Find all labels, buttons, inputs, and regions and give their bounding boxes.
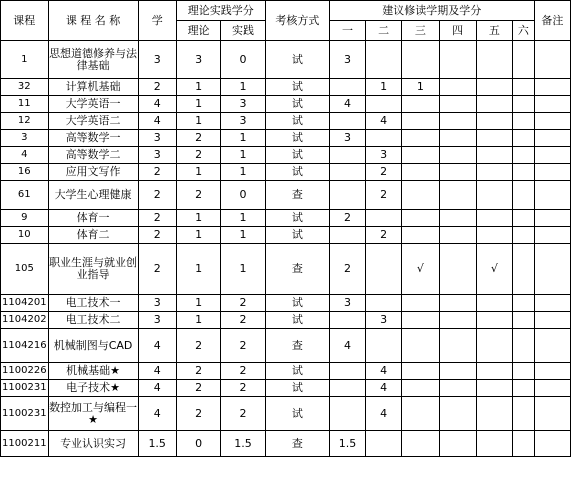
course-name-cell: 电工技术二	[48, 312, 138, 329]
semester-6-cell	[512, 397, 534, 431]
table-row	[1, 363, 571, 380]
table-row	[1, 210, 571, 227]
table-body	[1, 41, 571, 457]
semester-1-cell: 3	[329, 295, 365, 312]
credits-cell: 2	[138, 181, 176, 210]
semester-1-cell: 4	[329, 329, 365, 363]
semester-4-cell	[439, 227, 476, 244]
semester-2-cell: 4	[366, 380, 402, 397]
semester-6-cell	[512, 431, 534, 457]
table-row	[1, 380, 571, 397]
course-code-cell: 1104216	[1, 329, 49, 363]
semester-6-cell	[512, 164, 534, 181]
header-theory-practice-credits: 理论实践学分	[176, 1, 265, 21]
credits-cell: 2	[138, 210, 176, 227]
semester-1-cell	[329, 227, 365, 244]
exam-method-cell: 查	[265, 431, 329, 457]
semester-5-cell	[476, 380, 512, 397]
header-credits: 学	[138, 1, 176, 41]
remark-cell	[534, 79, 570, 96]
theory-credits-cell: 2	[176, 380, 220, 397]
credits-cell: 3	[138, 147, 176, 164]
exam-method-cell: 试	[265, 295, 329, 312]
semester-5-cell	[476, 164, 512, 181]
header-suggested-semesters: 建议修读学期及学分	[329, 1, 534, 21]
exam-method-cell: 试	[265, 164, 329, 181]
course-name-cell: 应用文写作	[48, 164, 138, 181]
remark-cell	[534, 41, 570, 79]
semester-5-cell	[476, 227, 512, 244]
semester-2-cell: 2	[366, 164, 402, 181]
header-semester-2: 二	[366, 21, 402, 41]
course-name-cell: 大学英语二	[48, 113, 138, 130]
semester-4-cell	[439, 164, 476, 181]
theory-credits-cell: 0	[176, 431, 220, 457]
course-name-cell: 大学生心理健康	[48, 181, 138, 210]
semester-4-cell	[439, 380, 476, 397]
semester-1-cell: 3	[329, 130, 365, 147]
semester-1-cell	[329, 181, 365, 210]
header-semester-6: 六	[512, 21, 534, 41]
semester-4-cell	[439, 79, 476, 96]
exam-method-cell: 试	[265, 363, 329, 380]
header-remark: 备注	[534, 1, 570, 41]
theory-credits-cell: 2	[176, 397, 220, 431]
theory-credits-cell: 1	[176, 210, 220, 227]
semester-6-cell	[512, 244, 534, 295]
table-row	[1, 397, 571, 431]
remark-cell	[534, 431, 570, 457]
credits-cell: 2	[138, 164, 176, 181]
semester-5-cell	[476, 96, 512, 113]
remark-cell	[534, 164, 570, 181]
semester-3-cell	[402, 431, 439, 457]
exam-method-cell: 试	[265, 312, 329, 329]
semester-6-cell	[512, 96, 534, 113]
practice-credits-cell: 0	[221, 181, 265, 210]
course-name-cell: 电子技术★	[48, 380, 138, 397]
semester-4-cell	[439, 431, 476, 457]
practice-credits-cell: 1	[221, 164, 265, 181]
practice-credits-cell: 1	[221, 79, 265, 96]
course-code-cell: 16	[1, 164, 49, 181]
course-name-cell: 计算机基础	[48, 79, 138, 96]
theory-credits-cell: 1	[176, 79, 220, 96]
practice-credits-cell: 0	[221, 41, 265, 79]
semester-1-cell	[329, 147, 365, 164]
semester-2-cell: 4	[366, 363, 402, 380]
table-row	[1, 79, 571, 96]
table-row	[1, 41, 571, 79]
semester-2-cell	[366, 130, 402, 147]
semester-4-cell	[439, 312, 476, 329]
semester-1-cell: 2	[329, 244, 365, 295]
course-name-cell: 电工技术一	[48, 295, 138, 312]
course-code-cell: 1	[1, 41, 49, 79]
semester-6-cell	[512, 147, 534, 164]
exam-method-cell: 试	[265, 210, 329, 227]
course-code-cell: 1100211	[1, 431, 49, 457]
semester-1-cell	[329, 79, 365, 96]
semester-3-cell	[402, 181, 439, 210]
course-name-cell: 专业认识实习	[48, 431, 138, 457]
semester-6-cell	[512, 79, 534, 96]
course-code-cell: 1100226	[1, 363, 49, 380]
semester-5-cell	[476, 397, 512, 431]
theory-credits-cell: 3	[176, 41, 220, 79]
table-header	[1, 1, 571, 41]
header-exam-method: 考核方式	[265, 1, 329, 41]
remark-cell	[534, 380, 570, 397]
remark-cell	[534, 227, 570, 244]
semester-3-cell	[402, 363, 439, 380]
practice-credits-cell: 1	[221, 210, 265, 227]
practice-credits-cell: 3	[221, 96, 265, 113]
semester-2-cell	[366, 431, 402, 457]
header-practice: 实践	[221, 21, 265, 41]
theory-credits-cell: 2	[176, 181, 220, 210]
semester-4-cell	[439, 363, 476, 380]
header-theory: 理论	[176, 21, 220, 41]
semester-5-cell: √	[476, 244, 512, 295]
semester-2-cell: 3	[366, 147, 402, 164]
table-row	[1, 130, 571, 147]
credits-cell: 4	[138, 113, 176, 130]
semester-5-cell	[476, 312, 512, 329]
remark-cell	[534, 244, 570, 295]
theory-credits-cell: 2	[176, 147, 220, 164]
course-code-cell: 11	[1, 96, 49, 113]
semester-1-cell	[329, 113, 365, 130]
semester-2-cell	[366, 96, 402, 113]
course-name-cell: 职业生涯与就业创业指导	[48, 244, 138, 295]
credits-cell: 2	[138, 227, 176, 244]
course-name-cell: 高等数学一	[48, 130, 138, 147]
semester-4-cell	[439, 41, 476, 79]
semester-3-cell	[402, 329, 439, 363]
practice-credits-cell: 1	[221, 147, 265, 164]
header-course-code: 课程	[1, 1, 49, 41]
semester-3-cell	[402, 147, 439, 164]
credits-cell: 3	[138, 130, 176, 147]
semester-6-cell	[512, 312, 534, 329]
semester-5-cell	[476, 79, 512, 96]
table-row	[1, 96, 571, 113]
semester-2-cell: 3	[366, 312, 402, 329]
table-row	[1, 147, 571, 164]
course-name-cell: 思想道德修养与法律基础	[48, 41, 138, 79]
semester-5-cell	[476, 295, 512, 312]
semester-6-cell	[512, 363, 534, 380]
credits-cell: 4	[138, 329, 176, 363]
course-code-cell: 1100231	[1, 380, 49, 397]
exam-method-cell: 试	[265, 397, 329, 431]
theory-credits-cell: 2	[176, 363, 220, 380]
theory-credits-cell: 1	[176, 244, 220, 295]
remark-cell	[534, 295, 570, 312]
semester-5-cell	[476, 181, 512, 210]
semester-5-cell	[476, 41, 512, 79]
remark-cell	[534, 210, 570, 227]
course-code-cell: 9	[1, 210, 49, 227]
remark-cell	[534, 113, 570, 130]
semester-5-cell	[476, 113, 512, 130]
credits-cell: 2	[138, 79, 176, 96]
course-code-cell: 105	[1, 244, 49, 295]
semester-5-cell	[476, 130, 512, 147]
semester-4-cell	[439, 295, 476, 312]
semester-1-cell: 3	[329, 41, 365, 79]
course-name-cell: 数控加工与编程一★	[48, 397, 138, 431]
exam-method-cell: 试	[265, 147, 329, 164]
course-code-cell: 1104202	[1, 312, 49, 329]
practice-credits-cell: 3	[221, 113, 265, 130]
theory-credits-cell: 2	[176, 329, 220, 363]
semester-4-cell	[439, 130, 476, 147]
semester-2-cell: 2	[366, 181, 402, 210]
semester-6-cell	[512, 130, 534, 147]
semester-2-cell	[366, 329, 402, 363]
semester-3-cell	[402, 41, 439, 79]
semester-6-cell	[512, 227, 534, 244]
semester-1-cell	[329, 380, 365, 397]
semester-1-cell	[329, 397, 365, 431]
credits-cell: 4	[138, 96, 176, 113]
practice-credits-cell: 2	[221, 329, 265, 363]
header-semester-3: 三	[402, 21, 439, 41]
practice-credits-cell: 1	[221, 227, 265, 244]
course-code-cell: 1100231	[1, 397, 49, 431]
credits-cell: 3	[138, 295, 176, 312]
semester-6-cell	[512, 181, 534, 210]
table-row	[1, 329, 571, 363]
theory-credits-cell: 1	[176, 113, 220, 130]
header-semester-5: 五	[476, 21, 512, 41]
remark-cell	[534, 397, 570, 431]
table-row	[1, 181, 571, 210]
credits-cell: 4	[138, 397, 176, 431]
credits-cell: 1.5	[138, 431, 176, 457]
semester-1-cell: 2	[329, 210, 365, 227]
semester-5-cell	[476, 431, 512, 457]
semester-3-cell: 1	[402, 79, 439, 96]
semester-6-cell	[512, 41, 534, 79]
semester-3-cell	[402, 113, 439, 130]
semester-3-cell	[402, 380, 439, 397]
exam-method-cell: 查	[265, 181, 329, 210]
practice-credits-cell: 2	[221, 363, 265, 380]
theory-credits-cell: 1	[176, 164, 220, 181]
exam-method-cell: 试	[265, 227, 329, 244]
theory-credits-cell: 1	[176, 312, 220, 329]
semester-6-cell	[512, 329, 534, 363]
remark-cell	[534, 181, 570, 210]
semester-3-cell	[402, 397, 439, 431]
exam-method-cell: 试	[265, 79, 329, 96]
table-row	[1, 295, 571, 312]
semester-5-cell	[476, 147, 512, 164]
semester-6-cell	[512, 380, 534, 397]
header-semester-4: 四	[439, 21, 476, 41]
semester-4-cell	[439, 181, 476, 210]
theory-credits-cell: 1	[176, 227, 220, 244]
remark-cell	[534, 312, 570, 329]
semester-3-cell	[402, 96, 439, 113]
semester-2-cell: 4	[366, 113, 402, 130]
header-semester-1: 一	[329, 21, 365, 41]
course-name-cell: 高等数学二	[48, 147, 138, 164]
table-row	[1, 113, 571, 130]
course-name-cell: 机械制图与CAD	[48, 329, 138, 363]
exam-method-cell: 查	[265, 329, 329, 363]
remark-cell	[534, 147, 570, 164]
course-name-cell: 大学英语一	[48, 96, 138, 113]
semester-2-cell: 2	[366, 227, 402, 244]
course-name-cell: 机械基础★	[48, 363, 138, 380]
semester-1-cell: 4	[329, 96, 365, 113]
practice-credits-cell: 1.5	[221, 431, 265, 457]
table-row	[1, 244, 571, 295]
theory-credits-cell: 2	[176, 130, 220, 147]
credits-cell: 4	[138, 363, 176, 380]
header-course-name: 课 程 名 称	[48, 1, 138, 41]
semester-6-cell	[512, 210, 534, 227]
semester-2-cell: 1	[366, 79, 402, 96]
table-row	[1, 431, 571, 457]
semester-4-cell	[439, 113, 476, 130]
semester-2-cell	[366, 295, 402, 312]
semester-4-cell	[439, 210, 476, 227]
exam-method-cell: 试	[265, 130, 329, 147]
table-row	[1, 227, 571, 244]
course-name-cell: 体育二	[48, 227, 138, 244]
semester-5-cell	[476, 363, 512, 380]
semester-2-cell	[366, 244, 402, 295]
practice-credits-cell: 1	[221, 244, 265, 295]
remark-cell	[534, 96, 570, 113]
course-code-cell: 12	[1, 113, 49, 130]
semester-4-cell	[439, 329, 476, 363]
semester-1-cell: 1.5	[329, 431, 365, 457]
semester-4-cell	[439, 147, 476, 164]
semester-1-cell	[329, 312, 365, 329]
theory-credits-cell: 1	[176, 295, 220, 312]
semester-2-cell: 4	[366, 397, 402, 431]
remark-cell	[534, 130, 570, 147]
semester-3-cell	[402, 210, 439, 227]
credits-cell: 4	[138, 380, 176, 397]
semester-3-cell	[402, 227, 439, 244]
theory-credits-cell: 1	[176, 96, 220, 113]
course-code-cell: 4	[1, 147, 49, 164]
remark-cell	[534, 363, 570, 380]
semester-1-cell	[329, 363, 365, 380]
table-row	[1, 164, 571, 181]
semester-2-cell	[366, 210, 402, 227]
remark-cell	[534, 329, 570, 363]
semester-4-cell	[439, 244, 476, 295]
exam-method-cell: 查	[265, 244, 329, 295]
table-row	[1, 312, 571, 329]
credits-cell: 3	[138, 41, 176, 79]
exam-method-cell: 试	[265, 113, 329, 130]
semester-1-cell	[329, 164, 365, 181]
semester-4-cell	[439, 397, 476, 431]
credits-cell: 3	[138, 312, 176, 329]
semester-6-cell	[512, 113, 534, 130]
practice-credits-cell: 2	[221, 380, 265, 397]
course-code-cell: 3	[1, 130, 49, 147]
course-code-cell: 61	[1, 181, 49, 210]
course-code-cell: 1104201	[1, 295, 49, 312]
semester-3-cell	[402, 295, 439, 312]
practice-credits-cell: 2	[221, 397, 265, 431]
course-name-cell: 体育一	[48, 210, 138, 227]
practice-credits-cell: 2	[221, 295, 265, 312]
exam-method-cell: 试	[265, 41, 329, 79]
course-code-cell: 32	[1, 79, 49, 96]
semester-4-cell	[439, 96, 476, 113]
credits-cell: 2	[138, 244, 176, 295]
semester-5-cell	[476, 329, 512, 363]
semester-3-cell: √	[402, 244, 439, 295]
semester-3-cell	[402, 164, 439, 181]
semester-6-cell	[512, 295, 534, 312]
semester-5-cell	[476, 210, 512, 227]
semester-3-cell	[402, 312, 439, 329]
practice-credits-cell: 1	[221, 130, 265, 147]
practice-credits-cell: 2	[221, 312, 265, 329]
exam-method-cell: 试	[265, 96, 329, 113]
semester-2-cell	[366, 41, 402, 79]
exam-method-cell: 试	[265, 380, 329, 397]
semester-3-cell	[402, 130, 439, 147]
course-code-cell: 10	[1, 227, 49, 244]
